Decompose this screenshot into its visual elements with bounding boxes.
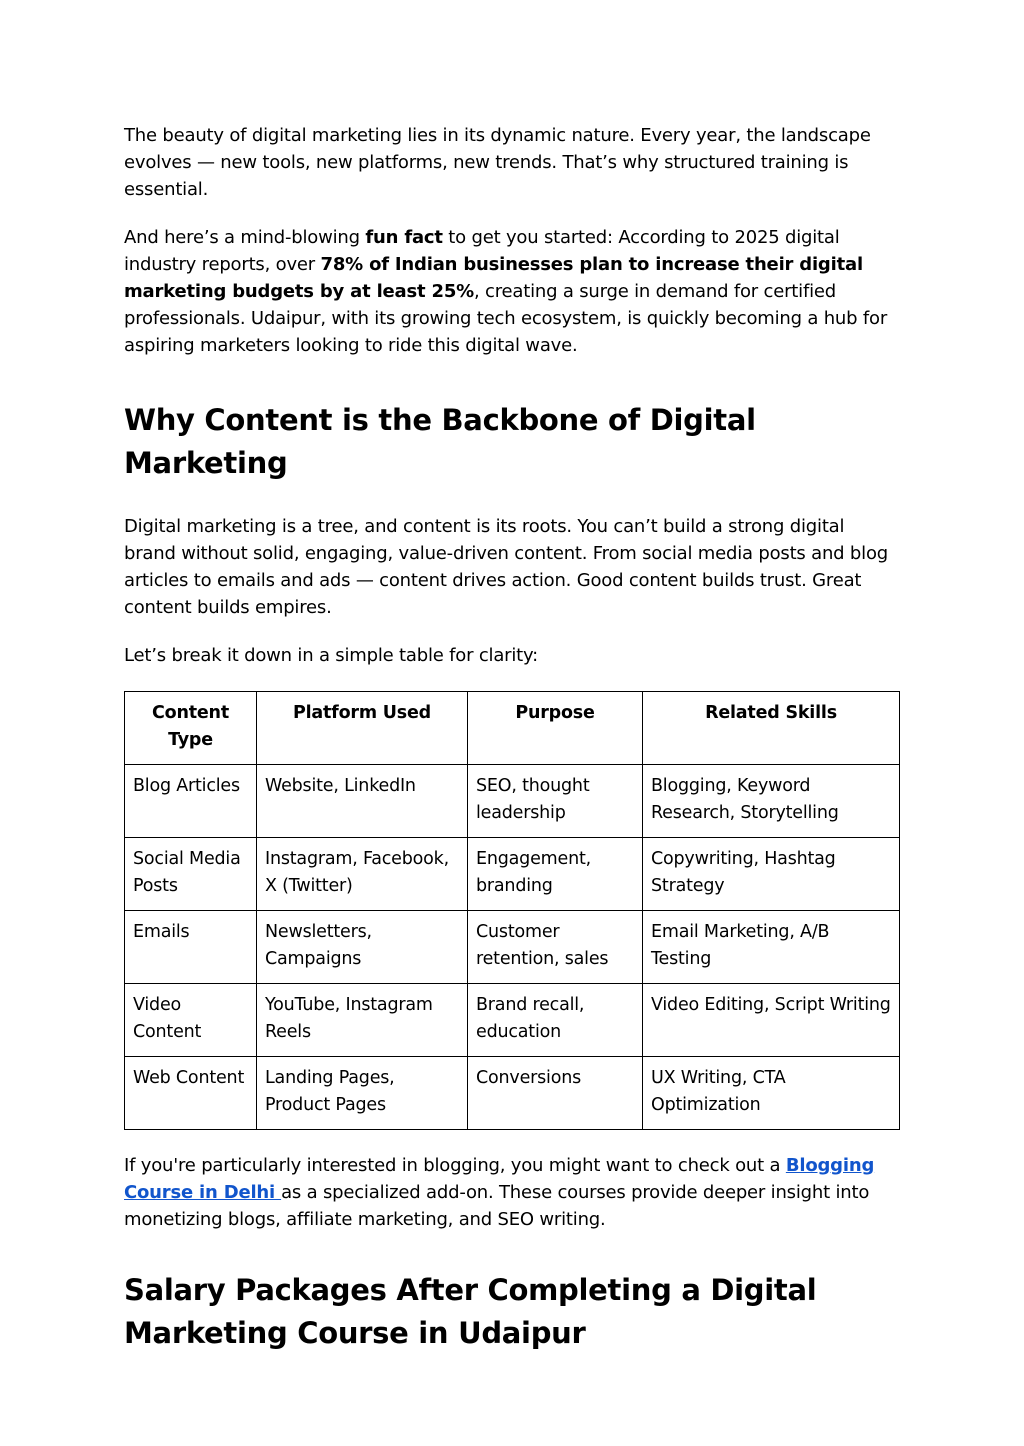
fun-fact-text-2: to get you started: According to 2025 digital industry reports, over — [124, 227, 840, 275]
table-cell: Instagram, Facebook, X (Twitter) — [257, 838, 468, 911]
table-cell: Copywriting, Hashtag Strategy — [643, 838, 900, 911]
table-cell: Social Media Posts — [125, 838, 257, 911]
intro-paragraph: The beauty of digital marketing lies in its dynamic nature. Every year, the landscape evolves — new tools, new platforms, new trends. That’s why structured training is essential. — [124, 125, 871, 200]
table-row — [125, 838, 900, 911]
table-cell: Newsletters, Campaigns — [257, 911, 468, 984]
table-cell: Customer retention, sales — [468, 911, 643, 984]
blogging-text-2: as a specialized add-on. These courses provide deeper insight into monetizing blogs, affiliate marketing, and SEO writing. — [124, 1182, 870, 1230]
section-heading-salary: Salary Packages After Completing a Digital Marketing Course in Udaipur — [124, 1273, 817, 1350]
table-cell: YouTube, Instagram Reels — [257, 984, 468, 1057]
table-cell: Emails — [125, 911, 257, 984]
table-cell: Email Marketing, A/B Testing — [643, 911, 900, 984]
table-cell: Engagement, branding — [468, 838, 643, 911]
table-row — [125, 1057, 900, 1130]
table-row — [125, 984, 900, 1057]
section-heading-content: Why Content is the Backbone of Digital Marketing — [124, 403, 756, 480]
table-row — [125, 765, 900, 838]
content-table — [124, 691, 900, 1130]
table-header-cell: Platform Used — [257, 692, 468, 765]
table-cell: Video Content — [125, 984, 257, 1057]
table-header-cell: Related Skills — [643, 692, 900, 765]
table-header-row — [125, 692, 900, 765]
blogging-course-link[interactable]: Blogging Course in Delhi — [124, 1155, 875, 1203]
table-intro-paragraph: Let’s break it down in a simple table for clarity: — [124, 645, 539, 666]
content-paragraph: Digital marketing is a tree, and content is its roots. You can’t build a strong digital brand without solid, engaging, value-driven content. From social media posts and blog articles to emails and ads — content drives action. Good content builds trust. Great content builds empires. — [124, 516, 888, 618]
document-content — [124, 122, 900, 1355]
fun-fact-paragraph — [124, 224, 900, 359]
table-cell: Blogging, Keyword Research, Storytelling — [643, 765, 900, 838]
table-cell: SEO, thought leadership — [468, 765, 643, 838]
table-cell: Web Content — [125, 1057, 257, 1130]
table-cell: Landing Pages, Product Pages — [257, 1057, 468, 1130]
table-row — [125, 911, 900, 984]
blogging-paragraph — [124, 1152, 900, 1233]
table-header-cell: Content Type — [125, 692, 257, 765]
table-cell: Brand recall, education — [468, 984, 643, 1057]
table-cell: Blog Articles — [125, 765, 257, 838]
table-cell: UX Writing, CTA Optimization — [643, 1057, 900, 1130]
table-header-cell: Purpose — [468, 692, 643, 765]
table-cell: Conversions — [468, 1057, 643, 1130]
fun-fact-text-1: And here’s a mind-blowing — [124, 227, 366, 248]
fun-fact-text-3: , creating a surge in demand for certified professionals. Udaipur, with its growing tech ecosystem, is quickly becoming a hub for aspiring marketers looking to ride this digital wave. — [124, 281, 888, 356]
fun-fact-label: fun fact — [365, 227, 443, 248]
fun-fact-statistic: 78% of Indian businesses plan to increase their digital marketing budgets by at least 25% — [124, 254, 863, 302]
table-cell: Video Editing, Script Writing — [643, 984, 900, 1057]
blogging-text-1: If you're particularly interested in blogging, you might want to check out a — [124, 1155, 786, 1176]
table-cell: Website, LinkedIn — [257, 765, 468, 838]
